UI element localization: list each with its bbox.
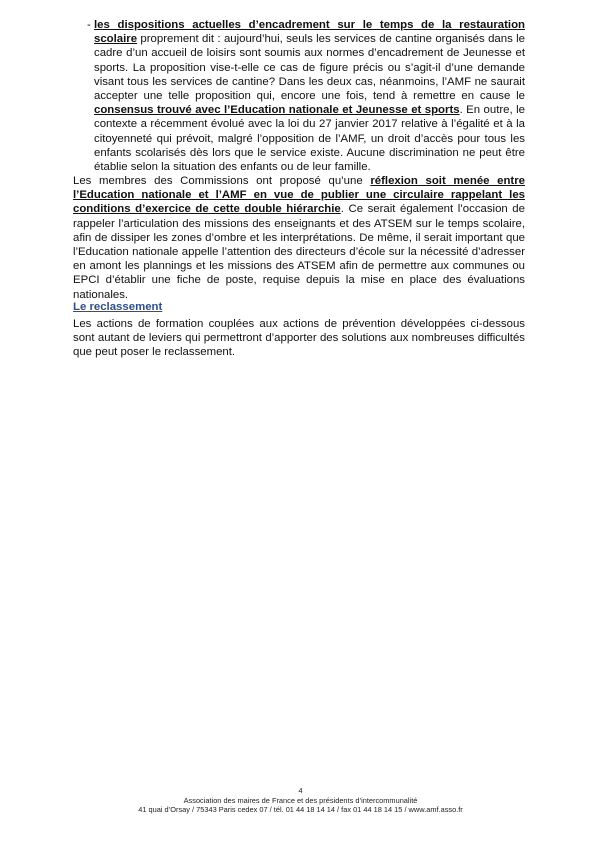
- commissions-bold-reflexion: réflexion soit menée entre l’Education nationale et l’AMF en vue de publier une circulaire rappelant les conditions d’exercice de cette double hiérarchie: [73, 175, 525, 216]
- commissions-section: [73, 174, 525, 302]
- bullet-text-1: proprement dit : aujourd’hui, seuls les services de cantine organisés dans le cadre d’un accueil de loisirs sont soumis aux normes d’encadrement de Jeunesse et sports. La proposition vise-t-elle ce cas de figure précis ou s’agit-il d’une demande visant tous les services de cantine? Dans les deux cas, néanmoins, l’AMF ne saurait accepter une telle proposition qui, encore une fois, tend à remettre en cause le: [94, 33, 525, 103]
- bullet-text-2: . En outre, le contexte a récemment évolué avec la loi du 27 janvier 2017 relative à l’égalité et à la citoyenneté qui prévoit, malgré l’opposition de l’AMF, un droit d’accès pour tous les enfants scolarisés dès lors que le service existe. Aucune discrimination ne peut être établie selon la situation des enfants ou de leur famille.: [94, 104, 525, 174]
- commissions-text-1: Les membres des Commissions ont proposé qu’une: [73, 175, 371, 187]
- bullet-paragraph: [94, 18, 525, 174]
- reclassement-paragraph: Les actions de formation couplées aux actions de prévention développées ci-dessous sont autant de leviers qui permettront d’apporter des solutions aux nombreuses difficultés que peut poser le reclassement.: [73, 318, 525, 359]
- commissions-paragraph: [73, 174, 525, 302]
- bullet-bold-consensus: consensus trouvé avec l’Education nationale et Jeunesse et sports: [94, 104, 460, 117]
- reclassement-section: [73, 317, 525, 360]
- bullet-lead-bold: les dispositions actuelles d’encadrement sur le temps de la restauration scolaire: [94, 19, 525, 46]
- commissions-text-2: . Ce serait également l’occasion de rappeler l’articulation des missions des enseignants et des ATSEM sur le temps scolaire, afin de dissiper les zones d’ombre et les interprétations. De même, il serait important que l’Education nationale appelle l’attention des directeurs d’école sur la nécessité d’adresser en amont les plannings et les missions des ATSEM afin de permettre aux communes ou EPCI d’établir une fiche de poste, requise depuis la mise en place des évaluations nationales.: [73, 203, 525, 301]
- page-number: 4: [298, 786, 303, 795]
- footer-contact: 41 quai d’Orsay / 75343 Paris cedex 07 / tél. 01 44 18 14 14 / fax 01 44 18 14 15 / www.amf.asso.fr: [138, 805, 463, 814]
- bullet-restauration-scolaire: [94, 18, 525, 174]
- bullet-dash: -: [87, 19, 91, 31]
- reclassement-heading: Le reclassement: [73, 301, 163, 313]
- footer-organization: Association des maires de France et des présidents d’intercommunalité: [183, 796, 418, 805]
